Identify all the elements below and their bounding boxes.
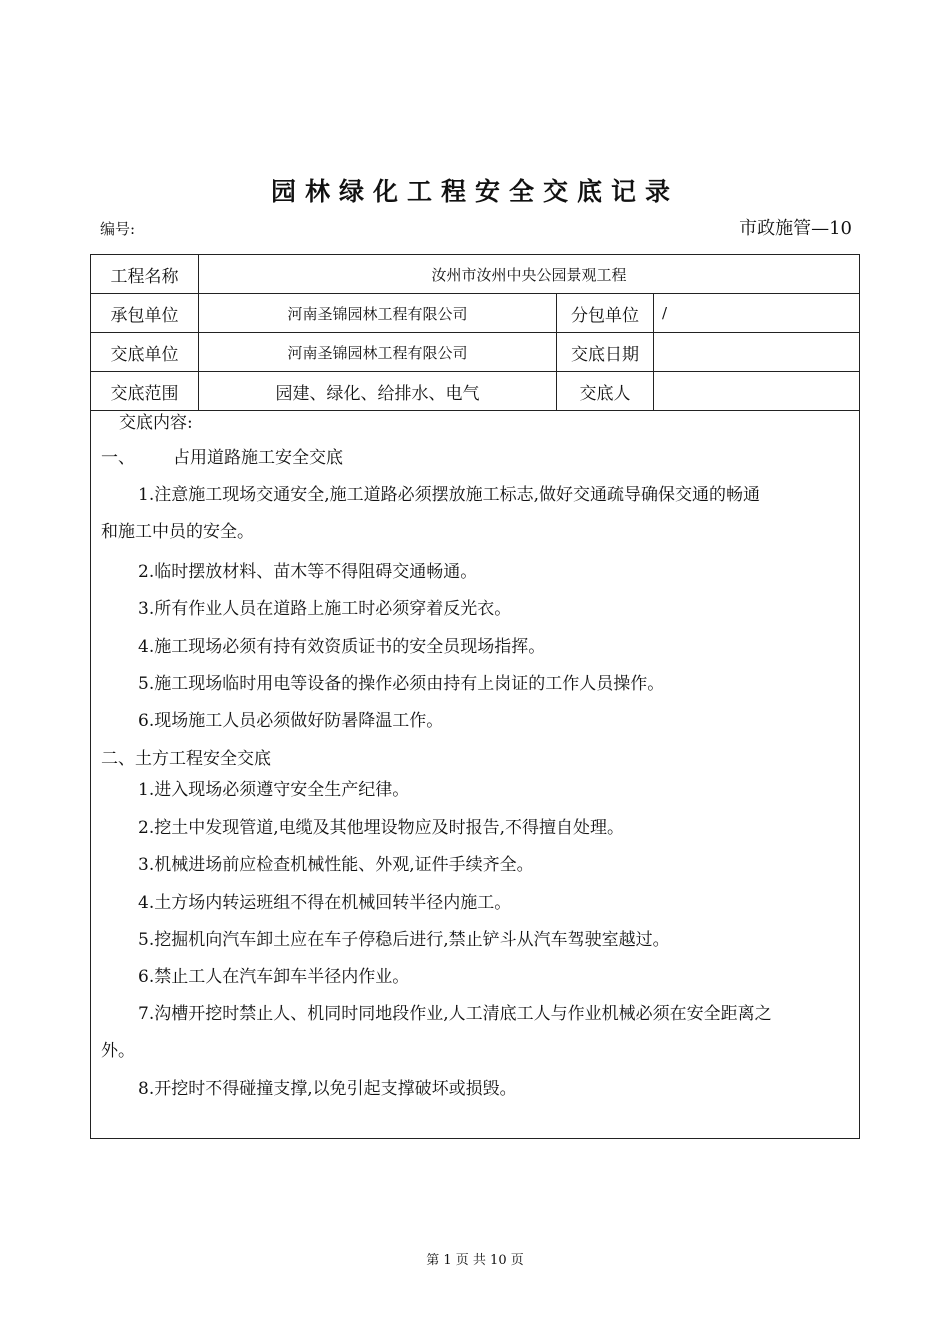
subcontractor-label: 分包单位 bbox=[557, 294, 654, 332]
scope-value: 园建、绿化、给排水、电气 bbox=[199, 372, 557, 410]
list-item: 5.施工现场临时用电等设备的操作必须由持有上岗证的工作人员操作。 bbox=[138, 674, 665, 694]
briefing-date-label: 交底日期 bbox=[557, 333, 654, 371]
briefing-unit-label: 交底单位 bbox=[91, 333, 199, 371]
contractor-label: 承包单位 bbox=[91, 294, 199, 332]
list-item: 6.现场施工人员必须做好防暑降温工作。 bbox=[138, 711, 444, 731]
safety-briefing-form bbox=[90, 254, 860, 1139]
subcontractor-value: / bbox=[662, 304, 668, 322]
list-item: 2.临时摆放材料、苗木等不得阻碍交通畅通。 bbox=[138, 562, 478, 582]
row-contractor bbox=[91, 294, 859, 333]
row-scope bbox=[91, 372, 859, 411]
list-item: 1.注意施工现场交通安全,施工道路必须摆放施工标志,做好交通疏导确保交通的畅通 bbox=[138, 485, 761, 505]
list-item: 8.开挖时不得碰撞支撑,以免引起支撑破坏或损毁。 bbox=[138, 1079, 517, 1099]
number-label: 编号: bbox=[100, 220, 136, 238]
content-label: 交底内容: bbox=[119, 413, 193, 433]
list-item-continuation: 和施工中员的安全。 bbox=[101, 522, 254, 542]
list-item: 5.挖掘机向汽车卸土应在车子停稳后进行,禁止铲斗从汽车驾驶室越过。 bbox=[138, 930, 670, 950]
form-code: 市政施管—10 bbox=[739, 218, 852, 239]
list-item: 4.施工现场必须有持有效资质证书的安全员现场指挥。 bbox=[138, 637, 546, 657]
section-title: 占用道路施工安全交底 bbox=[173, 448, 343, 468]
scope-label: 交底范围 bbox=[91, 372, 199, 410]
contractor-value: 河南圣锦园林工程有限公司 bbox=[199, 294, 557, 332]
project-name-label: 工程名称 bbox=[91, 255, 199, 293]
briefer-label: 交底人 bbox=[557, 372, 654, 410]
list-item: 6.禁止工人在汽车卸车半径内作业。 bbox=[138, 967, 410, 987]
project-name-value: 汝州市汝州中央公园景观工程 bbox=[431, 265, 627, 284]
section-heading-2: 二、土方工程安全交底 bbox=[101, 749, 271, 769]
page-footer: 第 1 页 共 10 页 bbox=[426, 1253, 524, 1268]
list-item: 7.沟槽开挖时禁止人、机同时同地段作业,人工清底工人与作业机械必须在安全距离之 bbox=[138, 1004, 772, 1024]
briefer-value bbox=[654, 372, 859, 410]
document-title: 园林绿化工程安全交底记录 bbox=[270, 177, 679, 206]
section-heading-1 bbox=[101, 446, 343, 470]
list-item-continuation: 外。 bbox=[101, 1041, 135, 1061]
list-item: 4.土方场内转运班组不得在机械回转半径内施工。 bbox=[138, 893, 512, 913]
list-item: 3.所有作业人员在道路上施工时必须穿着反光衣。 bbox=[138, 599, 512, 619]
list-item: 1.进入现场必须遵守安全生产纪律。 bbox=[138, 780, 410, 800]
row-briefing-unit bbox=[91, 333, 859, 372]
briefing-unit-value: 河南圣锦园林工程有限公司 bbox=[199, 333, 557, 371]
list-item: 3.机械进场前应检查机械性能、外观,证件手续齐全。 bbox=[138, 855, 534, 875]
briefing-date-value bbox=[654, 333, 859, 371]
section-number: 一、 bbox=[101, 448, 135, 468]
list-item: 2.挖土中发现管道,电缆及其他埋设物应及时报告,不得擅自处理。 bbox=[138, 818, 625, 838]
row-project-name bbox=[91, 255, 859, 294]
